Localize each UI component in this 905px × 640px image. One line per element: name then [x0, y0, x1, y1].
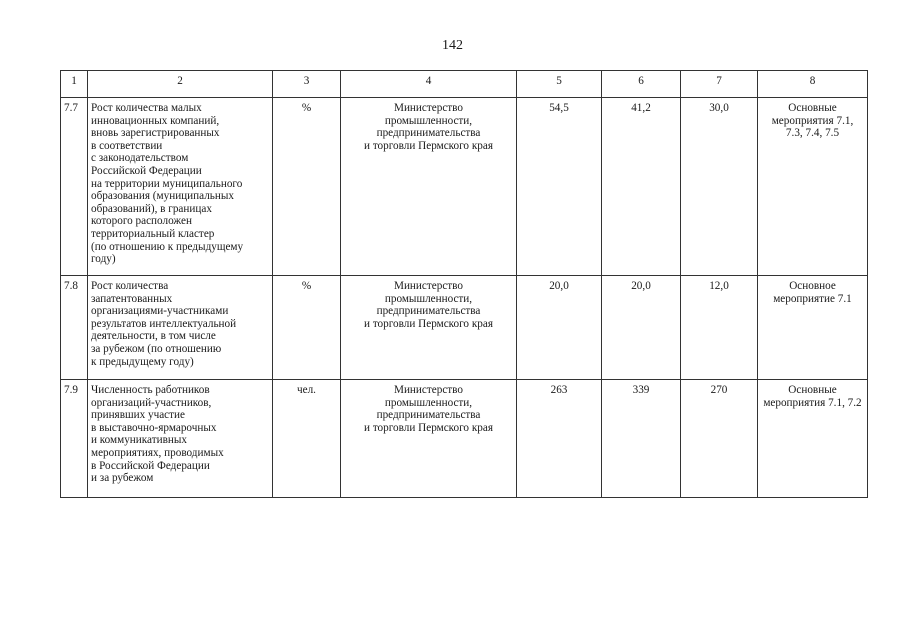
value-col5: 54,5: [517, 98, 602, 276]
activities-cell: Основные мероприятия 7.1, 7.3, 7.4, 7.5: [758, 98, 868, 276]
value-col5: 20,0: [517, 276, 602, 380]
row-number: 7.8: [61, 276, 88, 380]
indicators-table: [60, 70, 868, 498]
header-cell-8: 8: [758, 71, 868, 98]
header-cell-4: 4: [341, 71, 517, 98]
table-row: [61, 380, 868, 498]
unit-cell: чел.: [273, 380, 341, 498]
header-cell-3: 3: [273, 71, 341, 98]
table-row: [61, 276, 868, 380]
unit-cell: %: [273, 98, 341, 276]
table-row: [61, 98, 868, 276]
header-cell-1: 1: [61, 71, 88, 98]
value-col7: 270: [681, 380, 758, 498]
value-col6: 339: [602, 380, 681, 498]
responsible-org: Министерство промышленности, предпринимательства и торговли Пермского края: [341, 276, 517, 380]
value-col6: 20,0: [602, 276, 681, 380]
activities-cell: Основное мероприятие 7.1: [758, 276, 868, 380]
responsible-org: Министерство промышленности, предпринимательства и торговли Пермского края: [341, 380, 517, 498]
unit-cell: %: [273, 276, 341, 380]
value-col5: 263: [517, 380, 602, 498]
value-col6: 41,2: [602, 98, 681, 276]
header-cell-2: 2: [88, 71, 273, 98]
header-cell-6: 6: [602, 71, 681, 98]
row-number: 7.9: [61, 380, 88, 498]
indicator-name: Численность работников организаций-участников, принявших участие в выставочно-ярмарочных и коммуникативных мероприятиях, проводимых в Российской Федерации и за рубежом: [88, 380, 273, 498]
row-number: 7.7: [61, 98, 88, 276]
responsible-org: Министерство промышленности, предпринимательства и торговли Пермского края: [341, 98, 517, 276]
indicator-name: Рост количества запатентованных организациями-участниками результатов интеллектуальной деятельности, в том числе за рубежом (по отношению к предыдущему году): [88, 276, 273, 380]
value-col7: 12,0: [681, 276, 758, 380]
activities-cell: Основные мероприятия 7.1, 7.2: [758, 380, 868, 498]
value-col7: 30,0: [681, 98, 758, 276]
page-number: 142: [442, 38, 463, 53]
indicator-name: Рост количества малых инновационных компаний, вновь зарегистрированных в соответствии с законодательством Российской Федерации на территории муниципального образования (муниципальных образований), в границах которого расположен территориальный кластер (по отношению к предыдущему году): [88, 98, 273, 276]
header-cell-7: 7: [681, 71, 758, 98]
header-row: [61, 71, 868, 98]
header-cell-5: 5: [517, 71, 602, 98]
